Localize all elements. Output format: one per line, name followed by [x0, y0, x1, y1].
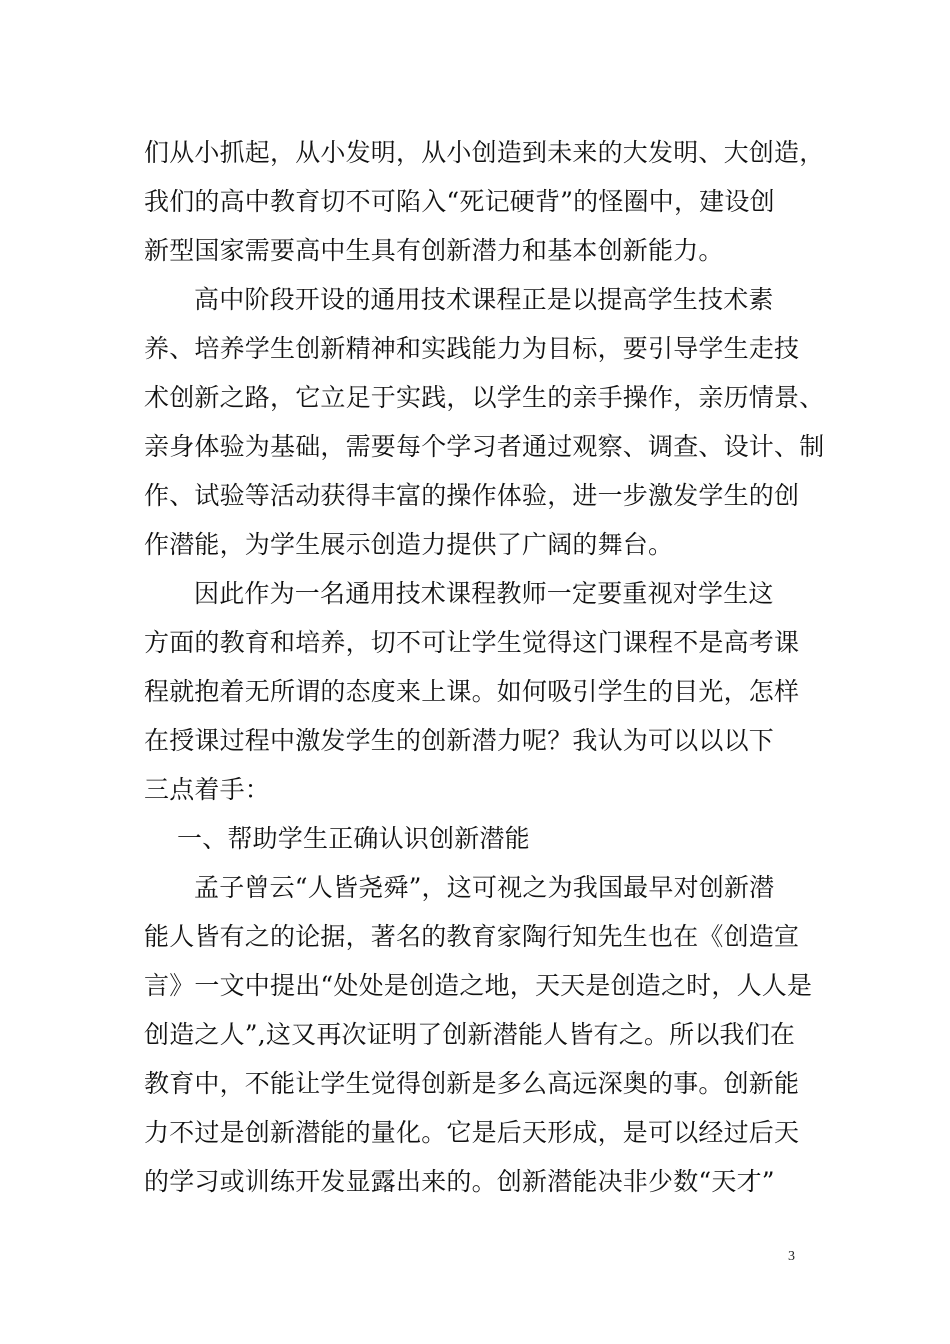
text-line: 作、试验等活动获得丰富的操作体验，进一步激发学生的创	[144, 481, 800, 510]
text-line: 程就抱着无所谓的态度来上课。如何吸引学生的目光，怎样	[144, 677, 800, 706]
text-line: 创造之人”,这又再次证明了创新潜能人皆有之。所以我们在	[144, 1020, 796, 1049]
paragraph-first-line: 高中阶段开设的通用技术课程正是以提高学生技术素	[194, 285, 774, 314]
text-line: 能人皆有之的论据，著名的教育家陶行知先生也在《创造宣	[144, 922, 800, 951]
text-line: 的学习或训练开发显露出来的。创新潜能决非少数“天才”	[144, 1167, 775, 1196]
text-line: 们从小抓起，从小发明，从小创造到未来的大发明、大创造，	[144, 138, 825, 167]
text-line: 三点着手：	[144, 775, 271, 804]
text-line: 养、培养学生创新精神和实践能力为目标，要引导学生走技	[144, 334, 800, 363]
paragraph-first-line: 因此作为一名通用技术课程教师一定要重视对学生这	[194, 579, 774, 608]
page-number: 3	[788, 1249, 795, 1264]
document-body	[144, 128, 825, 1206]
text-line: 方面的教育和培养，切不可让学生觉得这门课程不是高考课	[144, 628, 800, 657]
text-line: 力不过是创新潜能的量化。它是后天形成，是可以经过后天	[144, 1118, 800, 1147]
text-line: 亲身体验为基础，需要每个学习者通过观察、调查、设计、制	[144, 432, 825, 461]
paragraph-first-line: 孟子曾云“人皆尧舜”，这可视之为我国最早对创新潜	[194, 873, 775, 902]
text-line: 作潜能，为学生展示创造力提供了广阔的舞台。	[144, 530, 674, 559]
text-line: 教育中，不能让学生觉得创新是多么高远深奥的事。创新能	[144, 1069, 800, 1098]
section-heading: 一、帮助学生正确认识创新潜能	[177, 824, 530, 853]
text-line: 术创新之路，它立足于实践，以学生的亲手操作，亲历情景、	[144, 383, 825, 412]
text-line: 新型国家需要高中生具有创新潜力和基本创新能力。	[144, 236, 724, 265]
text-line: 我们的高中教育切不可陷入“死记硬背”的怪圈中，建设创	[144, 187, 775, 216]
text-line: 言》一文中提出“处处是创造之地，天天是创造之时，人人是	[144, 971, 813, 1000]
text-line: 在授课过程中激发学生的创新潜力呢？我认为可以以以下	[144, 726, 775, 755]
